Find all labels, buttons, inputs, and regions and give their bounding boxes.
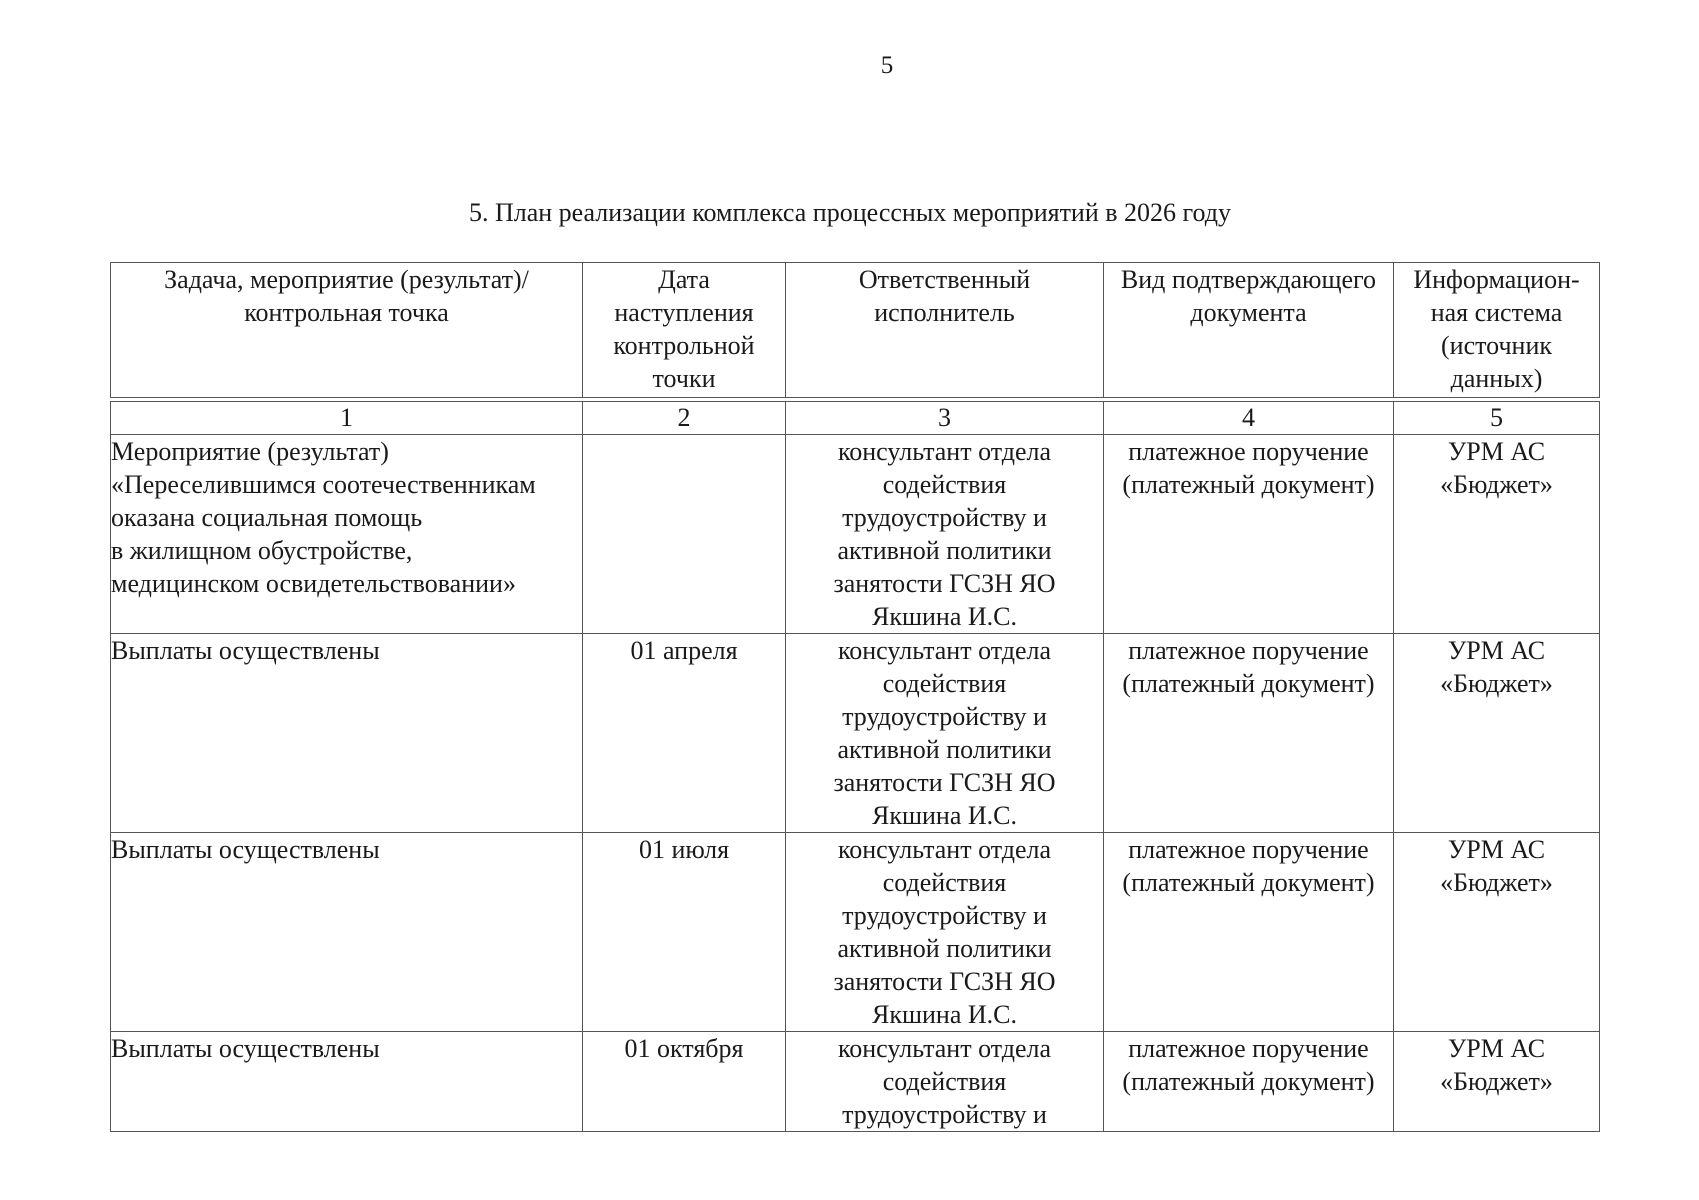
column-number: 2 bbox=[583, 402, 786, 435]
table-header-row bbox=[111, 263, 1600, 398]
column-number-row bbox=[111, 402, 1600, 435]
document-cell: платежное поручение (платежный документ) bbox=[1104, 1032, 1394, 1132]
executor-cell: консультант отдела содействия трудоустройству и активной политики занятости ГСЗН ЯО Якшина И.С. bbox=[786, 833, 1104, 1032]
executor-cell: консультант отдела содействия трудоустройству и активной политики занятости ГСЗН ЯО Якшина И.С. bbox=[786, 435, 1104, 634]
task-cell: Выплаты осуществлены bbox=[111, 1032, 583, 1132]
system-cell: УРМ АС «Бюджет» bbox=[1394, 1032, 1600, 1132]
document-cell: платежное поручение (платежный документ) bbox=[1104, 833, 1394, 1032]
date-cell: 01 апреля bbox=[583, 634, 786, 833]
header-task: Задача, мероприятие (результат)/ контрольная точка bbox=[111, 263, 583, 398]
task-cell: Выплаты осуществлены bbox=[111, 634, 583, 833]
task-cell: Выплаты осуществлены bbox=[111, 833, 583, 1032]
table-row bbox=[111, 833, 1600, 1032]
column-number: 1 bbox=[111, 402, 583, 435]
executor-cell: консультант отдела содействия трудоустройству и bbox=[786, 1032, 1104, 1132]
table-row bbox=[111, 435, 1600, 634]
document-cell: платежное поручение (платежный документ) bbox=[1104, 634, 1394, 833]
page-number: 5 bbox=[880, 52, 894, 79]
column-number: 4 bbox=[1104, 402, 1394, 435]
executor-cell: консультант отдела содействия трудоустройству и активной политики занятости ГСЗН ЯО Якшина И.С. bbox=[786, 634, 1104, 833]
date-cell: 01 октября bbox=[583, 1032, 786, 1132]
header-date: Дата наступления контрольной точки bbox=[583, 263, 786, 398]
plan-table bbox=[110, 262, 1600, 1132]
date-cell bbox=[583, 435, 786, 634]
system-cell: УРМ АС «Бюджет» bbox=[1394, 435, 1600, 634]
header-executor: Ответственный исполнитель bbox=[786, 263, 1104, 398]
document-cell: платежное поручение (платежный документ) bbox=[1104, 435, 1394, 634]
header-system: Информацион- ная система (источник данных) bbox=[1394, 263, 1600, 398]
date-cell: 01 июля bbox=[583, 833, 786, 1032]
header-document: Вид подтверждающего документа bbox=[1104, 263, 1394, 398]
task-cell: Мероприятие (результат) «Переселившимся соотечественникам оказана социальная помощь в жилищном обустройстве, медицинском освидетельствовании» bbox=[111, 435, 583, 634]
table-row bbox=[111, 634, 1600, 833]
system-cell: УРМ АС «Бюджет» bbox=[1394, 833, 1600, 1032]
column-number: 5 bbox=[1394, 402, 1600, 435]
table-row bbox=[111, 1032, 1600, 1132]
section-title: 5. План реализации комплекса процессных мероприятий в 2026 году bbox=[468, 198, 1232, 227]
system-cell: УРМ АС «Бюджет» bbox=[1394, 634, 1600, 833]
column-number: 3 bbox=[786, 402, 1104, 435]
